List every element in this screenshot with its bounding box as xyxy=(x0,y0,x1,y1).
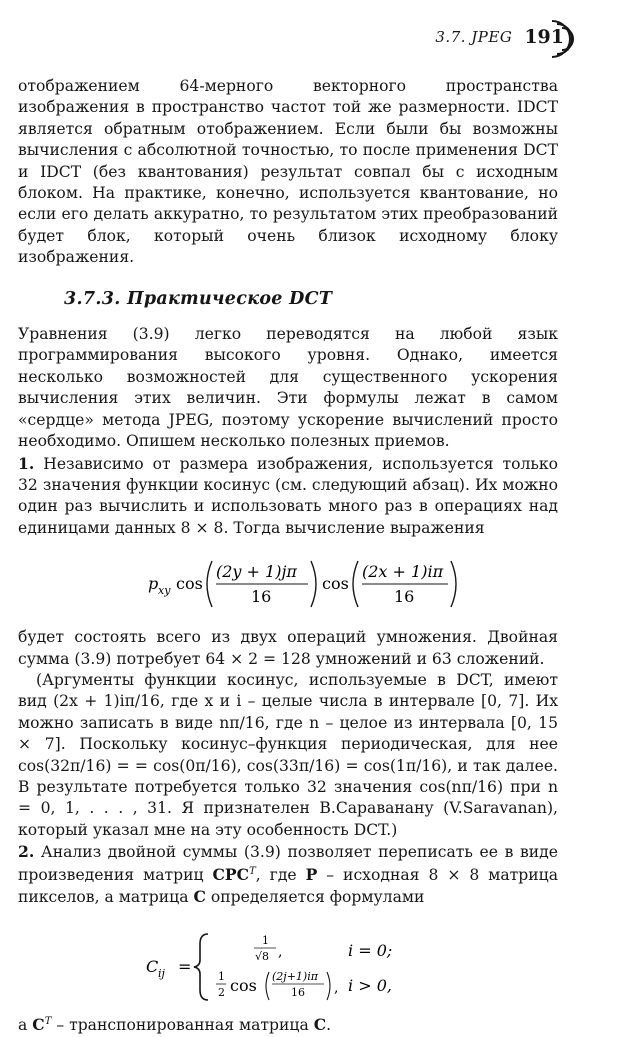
formula-numerator-2: (2x + 1)iπ xyxy=(362,562,444,582)
formula-denominator-1: 16 xyxy=(251,587,272,607)
closing-matrix-c: C xyxy=(32,1015,45,1035)
item-1-number: 1. xyxy=(18,453,35,473)
item-2-text-b: , где xyxy=(255,865,306,884)
formula-cos-2: cos xyxy=(322,574,349,594)
closing-prefix: а xyxy=(18,1016,33,1035)
row1-condition: i = 0; xyxy=(348,941,393,961)
closing-end: . xyxy=(326,1016,332,1035)
formula-cos-1: cos xyxy=(176,574,203,594)
paragraph-cosine-arguments: (Аргументы функции косинус, используемые в DCT, имеют вид (2x + 1)iπ/16, где x и i – целые числа в интервале [0, 7]. Их можно записать в виде nπ/16, где n – целое из интервала [0, 15 × 7]. Поскольку косинус–функция периодическая, для нее cos(32π/16) = = cos(0π/16), cos(33π/16) = cos(1π/16), и так далее. В результате потребуется только 32 значения cos(nπ/16) при n = 0, 1, . . . , 31. Я признателен В.Сараванану (V.Saravanan), который указал мне на эту особенность DCT.) xyxy=(18,670,558,839)
formula-equals: = xyxy=(178,957,192,977)
transpose-sup: T xyxy=(249,865,256,877)
page-number-arcs-icon xyxy=(548,18,574,60)
row2-denominator: 16 xyxy=(291,986,305,1000)
formula-cos-product xyxy=(18,555,558,613)
paragraph-intro: отображением 64-мерного векторного пространства изображения в пространство частот той же размерности. IDCT является обратным отображением. Если были бы возможны вычисления с абсолютной точностью, то после применения DCT и IDCT (без квантования) результат совпал бы с исходным блоком. На практике, конечно, используется квантование, но если его делать аккуратно, то результатом этих преобразований будет блок, который очень близок исходному блоку изображения. xyxy=(18,77,558,267)
row1-numerator: 1 xyxy=(262,934,269,948)
svg-text:,: , xyxy=(334,980,339,997)
list-item-1 xyxy=(18,453,558,540)
formula-numerator-1: (2y + 1)jπ xyxy=(216,562,297,582)
matrix-p: P xyxy=(305,864,318,884)
page-number: 191 xyxy=(524,26,564,48)
item-1-text: Независимо от размера изображения, используется только 32 значения функции косинус (см. следующий абзац). Их можно один раз вычислить и использовать много раз в операциях над единицами данных 8 × 8. Тогда вычисление выражения xyxy=(18,454,558,537)
formula-c: C xyxy=(146,957,159,977)
item-2-text-d: определяется формулами xyxy=(205,888,425,906)
row2-condition: i > 0, xyxy=(348,976,392,996)
section-title: 3.7. JPEG xyxy=(435,28,513,46)
row2-numerator: (2j+1)iπ xyxy=(272,970,318,984)
list-item-2 xyxy=(18,841,558,908)
row2-cos: cos xyxy=(230,976,257,996)
formula-matrix-c xyxy=(18,930,558,1002)
row1-denominator: √8 xyxy=(255,950,270,964)
formula-c-sub: ij xyxy=(158,967,165,981)
running-header xyxy=(0,26,570,48)
row2-half-den: 2 xyxy=(218,986,225,1000)
closing-transpose-sup: T xyxy=(44,1016,52,1028)
closing-matrix-c2: C xyxy=(313,1015,327,1035)
closing-suffix: – транспонированная матрица xyxy=(51,1016,314,1035)
matrix-c: C xyxy=(193,887,206,906)
formula-p-sub: xy xyxy=(158,584,171,598)
paragraph-dct-equations: Уравнения (3.9) легко переводятся на любой язык программирования высокого уровня. Однако, имеется несколько возможностей для существенного ускорения вычисления этих величин. Эти формулы лежат в самом «сердце» метода JPEG, поэтому ускорение вычислений просто необходимо. Опишем несколько полезных приемов. xyxy=(18,325,558,451)
item-2-text-c: – исходная 8 × 8 матрица пикселов, а матрица xyxy=(18,865,558,906)
row2-half-num: 1 xyxy=(218,970,225,984)
svg-text:,: , xyxy=(278,944,283,961)
formula-matrix-c-svg xyxy=(138,930,438,1002)
formula-p: p xyxy=(148,574,159,594)
matrix-cpc: CPC xyxy=(212,864,250,884)
formula-denominator-2: 16 xyxy=(394,587,415,607)
section-heading: 3.7.3. Практическое DCT xyxy=(64,288,333,309)
paragraph-closing xyxy=(18,1014,558,1036)
paragraph-multiplications: будет состоять всего из двух операций умножения. Двойная сумма (3.9) потребует 64 × 2 = 128 умножений и 63 сложений. xyxy=(18,628,558,668)
page-body xyxy=(18,76,558,1037)
item-2-number: 2. xyxy=(18,842,35,862)
item-2-text-a: Анализ двойной суммы (3.9) позволяет переписать ее в виде произведения матриц xyxy=(18,843,558,884)
formula-cos-product-svg xyxy=(118,555,458,613)
